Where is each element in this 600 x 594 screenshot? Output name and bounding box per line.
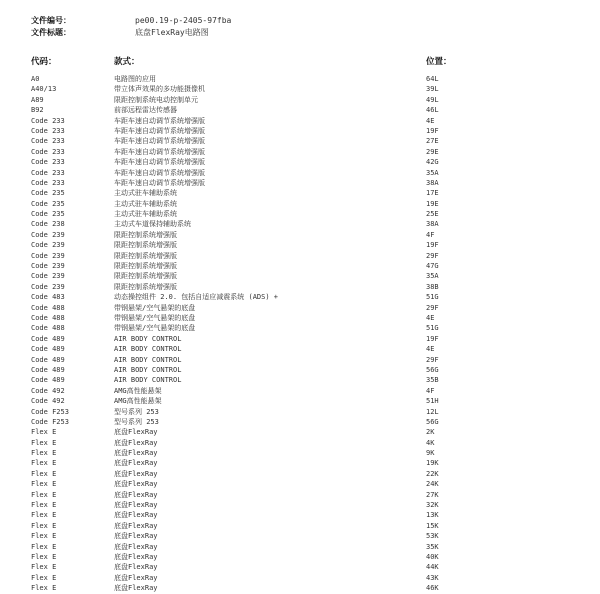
row-description: 带钢悬架/空气悬架的底盘	[114, 313, 196, 322]
row-position: 43K	[426, 573, 439, 582]
row-code: Flex E	[31, 584, 57, 593]
table-row	[0, 521, 600, 531]
table-row	[0, 84, 600, 94]
row-position: 40K	[426, 552, 439, 561]
row-description: 底盘FlexRay	[114, 521, 158, 530]
row-description: 带钢悬架/空气悬架的底盘	[114, 324, 196, 333]
table-row	[0, 230, 600, 240]
row-description: 限距控制系统增强版	[114, 262, 177, 271]
row-position: 46L	[426, 106, 439, 115]
row-description: 限距控制系统增强版	[114, 272, 177, 281]
row-position: 15K	[426, 521, 439, 530]
table-row	[0, 199, 600, 209]
row-description: 底盘FlexRay	[114, 469, 158, 478]
table-row	[0, 365, 600, 375]
row-description: AIR BODY CONTROL	[114, 345, 182, 354]
row-code: A89	[31, 95, 44, 104]
row-position: 32K	[426, 501, 439, 510]
table-row	[0, 261, 600, 271]
row-position: 56G	[426, 417, 439, 426]
row-code: Code 483	[31, 293, 65, 302]
row-description: 底盘FlexRay	[114, 449, 158, 458]
table-row	[0, 531, 600, 541]
table-row	[0, 105, 600, 115]
table-row	[0, 157, 600, 167]
row-position: 19F	[426, 241, 439, 250]
row-code: A40/13	[31, 85, 57, 94]
table-row	[0, 344, 600, 354]
row-description: AMG高性能悬架	[114, 397, 162, 406]
row-description: 型号系列 253	[114, 407, 159, 416]
table-row	[0, 251, 600, 261]
table-row	[0, 126, 600, 136]
row-code: Flex E	[31, 449, 57, 458]
table-row	[0, 386, 600, 396]
row-code: Flex E	[31, 532, 57, 541]
row-position: 25E	[426, 210, 439, 219]
row-position: 38A	[426, 220, 439, 229]
document-number-label: 文件编号：	[31, 16, 71, 25]
table-row	[0, 375, 600, 385]
row-position: 39L	[426, 85, 439, 94]
table-row	[0, 74, 600, 84]
row-position: 4E	[426, 345, 435, 354]
table-row	[0, 219, 600, 229]
row-position: 49L	[426, 95, 439, 104]
row-code: Flex E	[31, 428, 57, 437]
row-position: 38B	[426, 282, 439, 291]
table-row	[0, 573, 600, 583]
row-position: 13K	[426, 511, 439, 520]
row-position: 4E	[426, 313, 435, 322]
row-description: 车距车速自动调节系统增强版	[114, 158, 205, 167]
row-code: Flex E	[31, 511, 57, 520]
row-code: Code 239	[31, 262, 65, 271]
row-description: 底盘FlexRay	[114, 552, 158, 561]
row-description: AMG高性能悬架	[114, 386, 162, 395]
table-row	[0, 552, 600, 562]
row-position: 47G	[426, 262, 439, 271]
row-code: Code 239	[31, 272, 65, 281]
row-code: Code 492	[31, 397, 65, 406]
table-row	[0, 178, 600, 188]
row-description: 底盘FlexRay	[114, 438, 158, 447]
table-row	[0, 479, 600, 489]
row-description: 前部远程雷达传感器	[114, 106, 177, 115]
table-row	[0, 168, 600, 178]
row-description: 限距控制系统增强版	[114, 251, 177, 260]
row-code: Code 489	[31, 345, 65, 354]
row-position: 42G	[426, 158, 439, 167]
table-row	[0, 303, 600, 313]
row-description: 车距车速自动调节系统增强版	[114, 116, 205, 125]
row-position: 22K	[426, 469, 439, 478]
row-code: Code 489	[31, 355, 65, 364]
row-description: 限距控制系统增强版	[114, 230, 177, 239]
row-code: Flex E	[31, 521, 57, 530]
row-position: 4F	[426, 386, 435, 395]
document-title-value: 底盘FlexRay电路图	[135, 28, 209, 37]
row-description: 底盘FlexRay	[114, 428, 158, 437]
row-code: Code 488	[31, 324, 65, 333]
row-position: 19F	[426, 334, 439, 343]
row-description: 车距车速自动调节系统增强版	[114, 168, 205, 177]
row-code: Code F253	[31, 407, 69, 416]
row-position: 24K	[426, 480, 439, 489]
table-row	[0, 542, 600, 552]
row-position: 27E	[426, 137, 439, 146]
table-row	[0, 490, 600, 500]
row-code: Code 233	[31, 168, 65, 177]
row-code: B92	[31, 106, 44, 115]
row-code: Code 233	[31, 178, 65, 187]
row-code: Flex E	[31, 480, 57, 489]
row-position: 19K	[426, 459, 439, 468]
table-row	[0, 271, 600, 281]
table-row	[0, 510, 600, 520]
row-code: Flex E	[31, 573, 57, 582]
row-position: 29F	[426, 251, 439, 260]
row-description: 底盘FlexRay	[114, 459, 158, 468]
row-code: Code F253	[31, 417, 69, 426]
table-row	[0, 136, 600, 146]
row-position: 56G	[426, 365, 439, 374]
document-title-label: 文件标题：	[31, 28, 71, 37]
table-row	[0, 95, 600, 105]
row-description: 底盘FlexRay	[114, 573, 158, 582]
row-description: 车距车速自动调节系统增强版	[114, 126, 205, 135]
table-row	[0, 313, 600, 323]
column-header-description: 款式：	[114, 57, 140, 67]
row-description: 底盘FlexRay	[114, 490, 158, 499]
table-row	[0, 583, 600, 593]
row-description: 主动式驻车辅助系统	[114, 189, 177, 198]
table-row	[0, 407, 600, 417]
row-code: A0	[31, 75, 40, 83]
row-description: 车距车速自动调节系统增强版	[114, 147, 205, 156]
table-row	[0, 323, 600, 333]
table-row	[0, 469, 600, 479]
row-description: 底盘FlexRay	[114, 584, 158, 593]
component-list	[0, 74, 600, 594]
row-position: 19F	[426, 126, 439, 135]
row-position: 17E	[426, 189, 439, 198]
row-code: Code 488	[31, 303, 65, 312]
row-code: Code 239	[31, 282, 65, 291]
table-row	[0, 188, 600, 198]
table-row	[0, 292, 600, 302]
row-description: 限距控制系统增强版	[114, 282, 177, 291]
row-description: 底盘FlexRay	[114, 532, 158, 541]
row-position: 51G	[426, 324, 439, 333]
row-code: Code 239	[31, 251, 65, 260]
row-position: 27K	[426, 490, 439, 499]
row-description: 底盘FlexRay	[114, 480, 158, 489]
row-code: Code 489	[31, 365, 65, 374]
row-position: 29E	[426, 147, 439, 156]
column-header-position: 位置：	[426, 57, 452, 67]
row-description: 主动式车道保持辅助系统	[114, 220, 191, 229]
row-description: AIR BODY CONTROL	[114, 365, 182, 374]
row-description: AIR BODY CONTROL	[114, 334, 182, 343]
row-description: 底盘FlexRay	[114, 563, 158, 572]
row-code: Flex E	[31, 459, 57, 468]
row-description: AIR BODY CONTROL	[114, 376, 182, 385]
row-position: 2K	[426, 428, 435, 437]
row-position: 4K	[426, 438, 435, 447]
row-code: Code 489	[31, 376, 65, 385]
row-position: 35A	[426, 272, 439, 281]
row-code: Code 488	[31, 313, 65, 322]
table-row	[0, 116, 600, 126]
column-header-code: 代码：	[31, 57, 57, 67]
row-code: Code 239	[31, 230, 65, 239]
table-row	[0, 458, 600, 468]
row-code: Flex E	[31, 490, 57, 499]
row-position: 19E	[426, 199, 439, 208]
row-position: 46K	[426, 584, 439, 593]
row-code: Code 233	[31, 137, 65, 146]
row-code: Code 235	[31, 199, 65, 208]
row-position: 9K	[426, 449, 435, 458]
row-description: 底盘FlexRay	[114, 511, 158, 520]
row-position: 64L	[426, 75, 439, 83]
row-code: Flex E	[31, 542, 57, 551]
row-description: 电路图的应用	[114, 75, 156, 83]
document-number-value: pe00.19-p-2405-97fba	[135, 16, 232, 25]
table-row	[0, 396, 600, 406]
row-description: 车距车速自动调节系统增强版	[114, 178, 205, 187]
row-code: Code 235	[31, 189, 65, 198]
row-code: Code 233	[31, 126, 65, 135]
row-code: Code 238	[31, 220, 65, 229]
row-position: 29F	[426, 303, 439, 312]
row-position: 35A	[426, 168, 439, 177]
table-row	[0, 209, 600, 219]
row-description: 限距控制系统电动控制单元	[114, 95, 198, 104]
table-row	[0, 240, 600, 250]
row-code: Flex E	[31, 469, 57, 478]
row-description: 带钢悬架/空气悬架的底盘	[114, 303, 196, 312]
row-position: 44K	[426, 563, 439, 572]
table-row	[0, 334, 600, 344]
row-code: Code 239	[31, 241, 65, 250]
row-description: AIR BODY CONTROL	[114, 355, 182, 364]
row-code: Flex E	[31, 501, 57, 510]
row-position: 4E	[426, 116, 435, 125]
table-row	[0, 427, 600, 437]
row-position: 51G	[426, 293, 439, 302]
table-row	[0, 438, 600, 448]
row-description: 动态操控组件 2.0. 包括自适应减震系统 (ADS) +	[114, 293, 279, 302]
row-code: Code 233	[31, 158, 65, 167]
row-description: 限距控制系统增强版	[114, 241, 177, 250]
table-row	[0, 355, 600, 365]
row-code: Code 235	[31, 210, 65, 219]
row-position: 35B	[426, 376, 439, 385]
table-row	[0, 147, 600, 157]
row-position: 29F	[426, 355, 439, 364]
table-row	[0, 562, 600, 572]
row-description: 底盘FlexRay	[114, 542, 158, 551]
table-row	[0, 282, 600, 292]
row-code: Flex E	[31, 438, 57, 447]
row-description: 底盘FlexRay	[114, 501, 158, 510]
row-description: 主动式驻车辅助系统	[114, 210, 177, 219]
row-description: 带立体声效果的多功能摄像机	[114, 85, 205, 94]
row-position: 4F	[426, 230, 435, 239]
row-code: Code 233	[31, 116, 65, 125]
row-position: 38A	[426, 178, 439, 187]
row-position: 51H	[426, 397, 439, 406]
table-row	[0, 417, 600, 427]
row-description: 车距车速自动调节系统增强版	[114, 137, 205, 146]
table-row	[0, 448, 600, 458]
row-code: Code 233	[31, 147, 65, 156]
row-description: 主动式驻车辅助系统	[114, 199, 177, 208]
row-position: 53K	[426, 532, 439, 541]
row-position: 12L	[426, 407, 439, 416]
row-code: Flex E	[31, 563, 57, 572]
row-description: 型号系列 253	[114, 417, 159, 426]
row-position: 35K	[426, 542, 439, 551]
row-code: Flex E	[31, 552, 57, 561]
row-code: Code 492	[31, 386, 65, 395]
table-row	[0, 500, 600, 510]
row-code: Code 489	[31, 334, 65, 343]
